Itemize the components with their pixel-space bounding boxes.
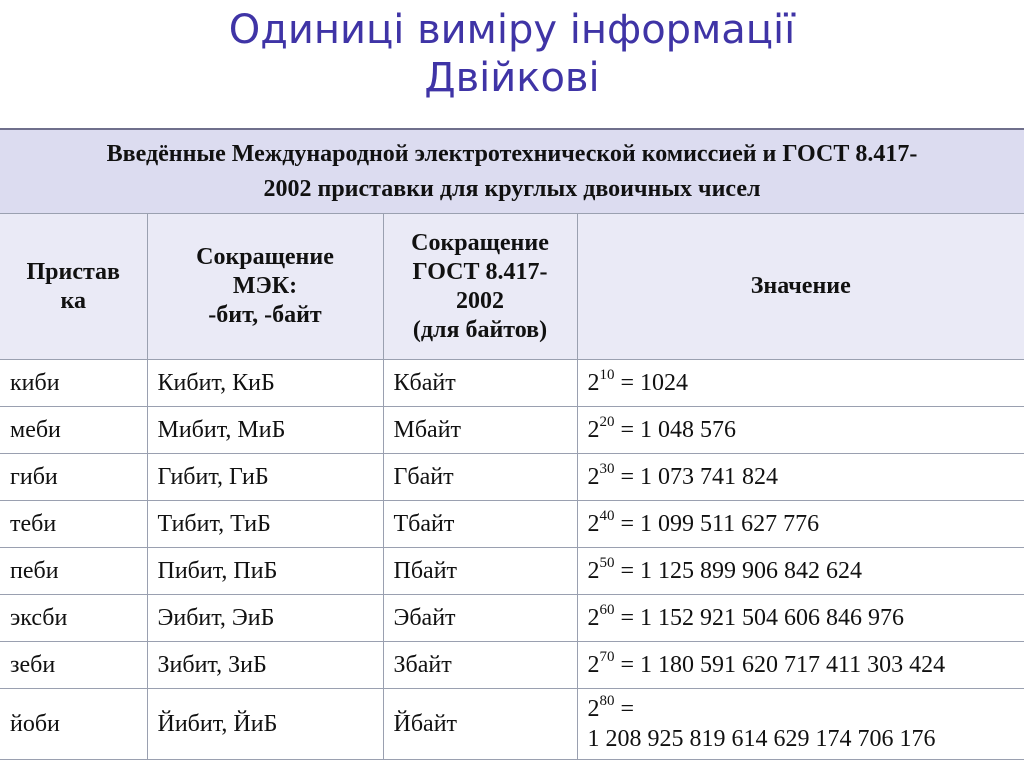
table-row [0,360,1024,407]
value-base: 2 [587,417,600,443]
header-iec-line: -бит, -байт [208,302,322,328]
cell-prefix: пеби [0,548,147,595]
slide-title-line-1: Одиниці виміру інформації [228,7,796,53]
cell-gost: Пбайт [383,548,577,595]
cell-prefix: зеби [0,642,147,689]
cell-gost: Эбайт [383,595,577,642]
table-caption [0,129,1024,214]
table-caption-line-1: Введённые Международной электротехнической комиссией и ГОСТ 8.417- [106,140,918,167]
cell-value [577,454,1024,501]
table-row [0,548,1024,595]
cell-value [577,501,1024,548]
header-iec [147,214,383,360]
value-line-2: 1 208 925 819 614 629 174 706 176 [587,726,936,752]
header-iec-line: Сокращение [196,244,334,270]
header-prefix-line: ка [60,287,86,314]
value-base: 2 [587,652,600,678]
header-gost-line: Сокращение [411,229,549,256]
value-exponent: 70 [599,649,615,665]
cell-prefix: киби [0,360,147,407]
value-base: 2 [587,558,600,584]
table-header-row [0,214,1024,360]
cell-gost: Збайт [383,642,577,689]
table-row [0,501,1024,548]
value-exponent: 40 [599,508,615,524]
cell-iec: Пибит, ПиБ [147,548,383,595]
value-line-1 [588,694,1015,724]
cell-iec: Мибит, МиБ [147,407,383,454]
cell-gost: Тбайт [383,501,577,548]
cell-value [577,595,1024,642]
header-prefix [0,214,147,360]
value-result: = [614,696,635,722]
header-prefix-line: Пристав [26,258,121,285]
cell-value [577,407,1024,454]
value-result: = 1 048 576 [614,417,737,443]
cell-gost: Гбайт [383,454,577,501]
cell-iec: Тибит, ТиБ [147,501,383,548]
cell-prefix: теби [0,501,147,548]
cell-iec: Кибит, КиБ [147,360,383,407]
table-caption-row [0,129,1024,214]
table-row [0,595,1024,642]
cell-prefix: гиби [0,454,147,501]
cell-iec: Эибит, ЭиБ [147,595,383,642]
table-caption-line-2: 2002 приставки для круглых двоичных чисел [263,175,761,202]
value-result: = 1 125 899 906 842 624 [614,558,863,584]
cell-iec: Гибит, ГиБ [147,454,383,501]
value-result: = 1024 [614,370,689,396]
value-base: 2 [587,370,600,396]
value-base: 2 [587,696,600,722]
cell-gost: Йбайт [383,689,577,760]
table-row [0,407,1024,454]
table-row [0,454,1024,501]
header-value: Значение [577,214,1024,360]
header-gost-line: (для байтов) [412,316,548,343]
cell-iec: Зибит, ЗиБ [147,642,383,689]
header-gost-line: ГОСТ 8.417- [412,258,548,285]
table-row [0,642,1024,689]
value-result: = 1 073 741 824 [614,464,779,490]
value-result: = 1 152 921 504 606 846 976 [614,605,905,631]
binary-prefixes-table [0,128,1024,760]
cell-value [577,548,1024,595]
header-gost [383,214,577,360]
value-result: = 1 099 511 627 776 [614,511,820,537]
cell-prefix: меби [0,407,147,454]
value-exponent: 50 [599,555,615,571]
value-base: 2 [587,464,600,490]
header-gost-line: 2002 [456,287,504,314]
slide-title [0,6,1024,102]
value-exponent: 60 [599,602,615,618]
cell-prefix: эксби [0,595,147,642]
value-exponent: 80 [599,693,615,709]
value-exponent: 20 [599,414,615,430]
header-iec-line: МЭК: [232,273,298,299]
cell-iec: Йибит, ЙиБ [147,689,383,760]
cell-prefix: йоби [0,689,147,760]
value-result: = 1 180 591 620 717 411 303 424 [614,652,946,678]
cell-value [577,360,1024,407]
value-exponent: 30 [599,461,615,477]
value-base: 2 [587,605,600,631]
table-row [0,689,1024,760]
slide-title-line-2: Двійкові [424,55,600,101]
cell-gost: Кбайт [383,360,577,407]
cell-gost: Мбайт [383,407,577,454]
cell-value [577,642,1024,689]
value-base: 2 [587,511,600,537]
value-exponent: 10 [599,367,615,383]
cell-value [577,689,1024,760]
